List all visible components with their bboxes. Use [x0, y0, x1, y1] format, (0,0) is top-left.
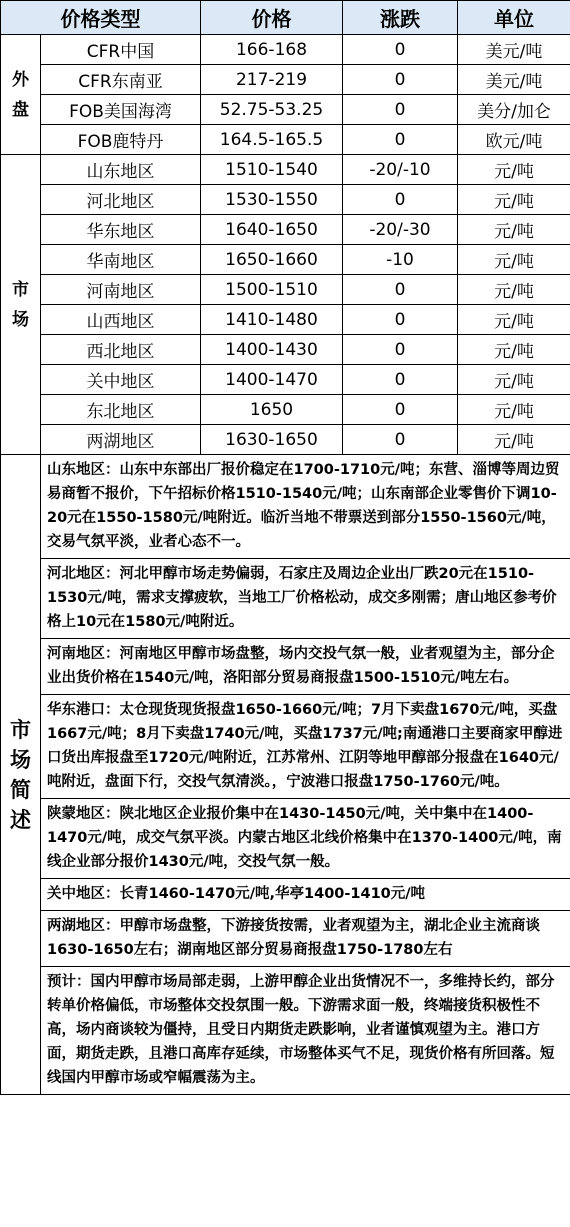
- row-price: 1400-1430: [201, 335, 343, 365]
- row-price: 1530-1550: [201, 185, 343, 215]
- header-row: [1, 1, 570, 35]
- row-name: CFR东南亚: [41, 65, 201, 95]
- row-price: 52.75-53.25: [201, 95, 343, 125]
- header-unit: 单位: [458, 1, 570, 35]
- note-shandong: 山东地区：山东中东部出厂报价稳定在1700-1710元/吨；东营、淄博等周边贸易商暂不报价，下午招标价格1510-1540元/吨；山东南部企业零售价下调10-20元在1550-1580元/吨附近。临沂当地不带票送到部分1550-1560元/吨，交易气氛平淡，业者心态不一。: [41, 455, 570, 559]
- row-price: 1400-1470: [201, 365, 343, 395]
- note-forecast: 预计：国内甲醇市场局部走弱，上游甲醇企业出货情况不一，多维持长约，部分转单价格偏低，市场整体交投氛围一般。下游需求面一般，终端接货积极性不高，场内商谈较为僵持，且受日内期货走跌影响，业者谨慎观望为主。港口方面，期货走跌，且港口高库存延续，市场整体买气不足，现货价格有所回落。短线国内甲醇市场或窄幅震荡为主。: [41, 967, 570, 1095]
- row-name: 河南地区: [41, 275, 201, 305]
- table-row: [1, 335, 570, 365]
- row-change: 0: [343, 65, 458, 95]
- row-change: -10: [343, 245, 458, 275]
- summary-row: [1, 911, 570, 967]
- row-change: 0: [343, 125, 458, 155]
- section-label-overseas: 外 盘: [1, 35, 41, 155]
- row-change: 0: [343, 185, 458, 215]
- note-lianghu: 两湖地区：甲醇市场盘整，下游接货按需，业者观望为主，湖北企业主流商谈1630-1650左右；湖南地区部分贸易商报盘1750-1780左右: [41, 911, 570, 967]
- row-change: 0: [343, 425, 458, 455]
- row-name: CFR中国: [41, 35, 201, 65]
- section-label-market: 市 场: [1, 155, 41, 455]
- summary-row: [1, 559, 570, 639]
- section-label-summary: 市 场 简 述: [1, 455, 41, 1095]
- row-unit: 元/吨: [458, 185, 570, 215]
- row-unit: 元/吨: [458, 305, 570, 335]
- row-name: 华东地区: [41, 215, 201, 245]
- row-price: 1650-1660: [201, 245, 343, 275]
- row-unit: 元/吨: [458, 275, 570, 305]
- row-name: 河北地区: [41, 185, 201, 215]
- row-unit: 美分/加仑: [458, 95, 570, 125]
- table-row: [1, 215, 570, 245]
- row-price: 164.5-165.5: [201, 125, 343, 155]
- table-row: [1, 185, 570, 215]
- row-price: 166-168: [201, 35, 343, 65]
- note-hebei: 河北地区：河北甲醇市场走势偏弱，石家庄及周边企业出厂跌20元在1510-1530元/吨，需求支撑疲软，当地工厂价格松动，成交多刚需；唐山地区参考价格上10元在1580元/吨附近。: [41, 559, 570, 639]
- row-name: 两湖地区: [41, 425, 201, 455]
- header-type: 价格类型: [1, 1, 201, 35]
- row-name: 山西地区: [41, 305, 201, 335]
- header-change: 涨跌: [343, 1, 458, 35]
- row-unit: 元/吨: [458, 395, 570, 425]
- row-change: 0: [343, 95, 458, 125]
- row-price: 1630-1650: [201, 425, 343, 455]
- row-unit: 元/吨: [458, 335, 570, 365]
- table-row: [1, 305, 570, 335]
- row-unit: 元/吨: [458, 425, 570, 455]
- header-price: 价格: [201, 1, 343, 35]
- summary-row: [1, 455, 570, 559]
- row-change: 0: [343, 395, 458, 425]
- table-row: [1, 95, 570, 125]
- row-price: 217-219: [201, 65, 343, 95]
- table-row: [1, 245, 570, 275]
- summary-row: [1, 639, 570, 695]
- note-guanzhong: 关中地区：长青1460-1470元/吨,华亭1400-1410元/吨: [41, 879, 570, 911]
- row-name: 山东地区: [41, 155, 201, 185]
- summary-row: [1, 879, 570, 911]
- row-unit: 美元/吨: [458, 65, 570, 95]
- row-price: 1650: [201, 395, 343, 425]
- row-change: 0: [343, 35, 458, 65]
- row-price: 1500-1510: [201, 275, 343, 305]
- row-change: -20/-10: [343, 155, 458, 185]
- row-name: 华南地区: [41, 245, 201, 275]
- row-unit: 元/吨: [458, 365, 570, 395]
- row-name: 西北地区: [41, 335, 201, 365]
- table-row: [1, 35, 570, 65]
- note-henan: 河南地区：河南地区甲醇市场盘整，场内交投气氛一般，业者观望为主，部分企业出货价格在1540元/吨，洛阳部分贸易商报盘1500-1510元/吨左右。: [41, 639, 570, 695]
- summary-row: [1, 967, 570, 1095]
- row-change: 0: [343, 275, 458, 305]
- table-row: [1, 425, 570, 455]
- row-unit: 元/吨: [458, 245, 570, 275]
- row-name: 东北地区: [41, 395, 201, 425]
- row-change: -20/-30: [343, 215, 458, 245]
- table-row: [1, 125, 570, 155]
- row-change: 0: [343, 335, 458, 365]
- table-row: [1, 365, 570, 395]
- summary-row: [1, 799, 570, 879]
- row-unit: 元/吨: [458, 215, 570, 245]
- row-name: FOB鹿特丹: [41, 125, 201, 155]
- row-price: 1640-1650: [201, 215, 343, 245]
- row-price: 1510-1540: [201, 155, 343, 185]
- row-unit: 元/吨: [458, 155, 570, 185]
- note-shaanxi-inner-mongolia: 陕蒙地区：陕北地区企业报价集中在1430-1450元/吨，关中集中在1400-1470元/吨，成交气氛平淡。内蒙古地区北线价格集中在1370-1400元/吨，南线企业部分报价1430元/吨，交投气氛一般。: [41, 799, 570, 879]
- row-change: 0: [343, 305, 458, 335]
- row-unit: 美元/吨: [458, 35, 570, 65]
- table-row: [1, 155, 570, 185]
- summary-row: [1, 695, 570, 799]
- row-unit: 欧元/吨: [458, 125, 570, 155]
- table-row: [1, 65, 570, 95]
- row-change: 0: [343, 365, 458, 395]
- table-row: [1, 395, 570, 425]
- row-name: 关中地区: [41, 365, 201, 395]
- row-name: FOB美国海湾: [41, 95, 201, 125]
- table-row: [1, 275, 570, 305]
- row-price: 1410-1480: [201, 305, 343, 335]
- note-east-china-port: 华东港口：太仓现货现货报盘1650-1660元/吨；7月下卖盘1670元/吨，买盘1667元/吨；8月下卖盘1740元/吨，买盘1737元/吨;南通港口主要商家甲醇进口货出库报盘至1720元/吨附近，江苏常州、江阴等地甲醇部分报盘在1640元/吨附近，盘面下行，交投气氛清淡。，宁波港口报盘1750-1760元/吨。: [41, 695, 570, 799]
